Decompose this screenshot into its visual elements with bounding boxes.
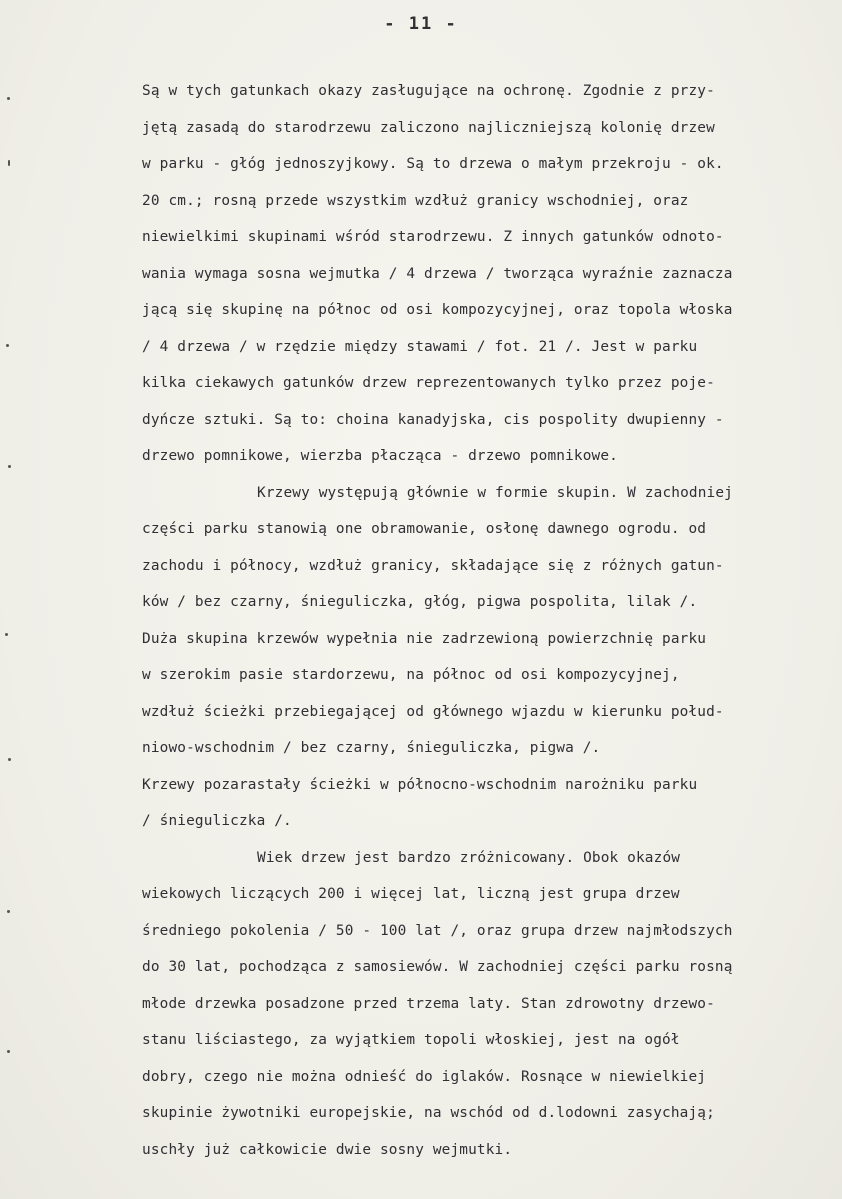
text-line: 20 cm.; rosną przede wszystkim wzdłuż granicy wschodniej, oraz (142, 193, 689, 209)
margin-mark (7, 1050, 10, 1053)
margin-mark (8, 758, 11, 761)
text-line: jącą się skupinę na północ od osi kompozycyjnej, oraz topola włoska (142, 302, 733, 318)
text-line: skupinie żywotniki europejskie, na wschód od d.lodowni zasychają; (142, 1105, 715, 1121)
text-line: części parku stanowią one obramowanie, osłonę dawnego ogrodu. od (142, 521, 707, 537)
text-line: Wiek drzew jest bardzo zróżnicowany. Obok okazów (257, 850, 681, 866)
text-line: / 4 drzewa / w rzędzie między stawami / fot. 21 /. Jest w parku (142, 339, 698, 355)
text-line: / śnieguliczka /. (142, 813, 292, 829)
text-line: wiekowych liczących 200 i więcej lat, liczną jest grupa drzew (142, 886, 680, 902)
text-line: jętą zasadą do starodrzewu zaliczono najliczniejszą kolonię drzew (142, 120, 715, 136)
text-line: wania wymaga sosna wejmutka / 4 drzewa / tworząca wyraźnie zaznacza (142, 266, 733, 282)
text-line: Duża skupina krzewów wypełnia nie zadrzewioną powierzchnię parku (142, 631, 707, 647)
margin-mark (8, 465, 11, 468)
text-line: niowo-wschodnim / bez czarny, śnieguliczka, pigwa /. (142, 740, 601, 756)
text-line: kilka ciekawych gatunków drzew reprezentowanych tylko przez poje- (142, 375, 715, 391)
margin-mark (5, 633, 8, 636)
text-line: w parku - głóg jednoszyjkowy. Są to drzewa o małym przekroju - ok. (142, 156, 724, 172)
text-line: średniego pokolenia / 50 - 100 lat /, oraz grupa drzew najmłodszych (142, 923, 733, 939)
text-line: młode drzewka posadzone przed trzema laty. Stan zdrowotny drzewo- (142, 996, 715, 1012)
margin-mark (7, 910, 10, 913)
margin-mark (7, 97, 10, 100)
text-line: zachodu i północy, wzdłuż granicy, składające się z różnych gatun- (142, 558, 724, 574)
text-line: Krzewy pozarastały ścieżki w północno-wschodnim narożniku parku (142, 777, 698, 793)
text-line: uschły już całkowicie dwie sosny wejmutki. (142, 1142, 513, 1158)
text-line: ków / bez czarny, śnieguliczka, głóg, pigwa pospolita, lilak /. (142, 594, 698, 610)
text-line: stanu liściastego, za wyjątkiem topoli włoskiej, jest na ogół (142, 1032, 680, 1048)
margin-mark (8, 160, 10, 166)
margin-mark (6, 344, 9, 347)
text-line: do 30 lat, pochodząca z samosiewów. W zachodniej części parku rosną (142, 959, 733, 975)
text-line: w szerokim pasie stardorzewu, na północ od osi kompozycyjnej, (142, 667, 680, 683)
text-line: dobry, czego nie można odnieść do iglaków. Rosnące w niewielkiej (142, 1069, 707, 1085)
text-line: Krzewy występują głównie w formie skupin. W zachodniej (257, 485, 733, 501)
text-line: drzewo pomnikowe, wierzba płacząca - drzewo pomnikowe. (142, 448, 618, 464)
text-line: dyńcze sztuki. Są to: choina kanadyjska, cis pospolity dwupienny - (142, 412, 724, 428)
text-line: niewielkimi skupinami wśród starodrzewu. Z innych gatunków odnoto- (142, 229, 724, 245)
text-line: wzdłuż ścieżki przebiegającej od głównego wjazdu w kierunku połud- (142, 704, 724, 720)
text-line: Są w tych gatunkach okazy zasługujące na ochronę. Zgodnie z przy- (142, 83, 715, 99)
page-number: - 11 - (384, 14, 458, 34)
